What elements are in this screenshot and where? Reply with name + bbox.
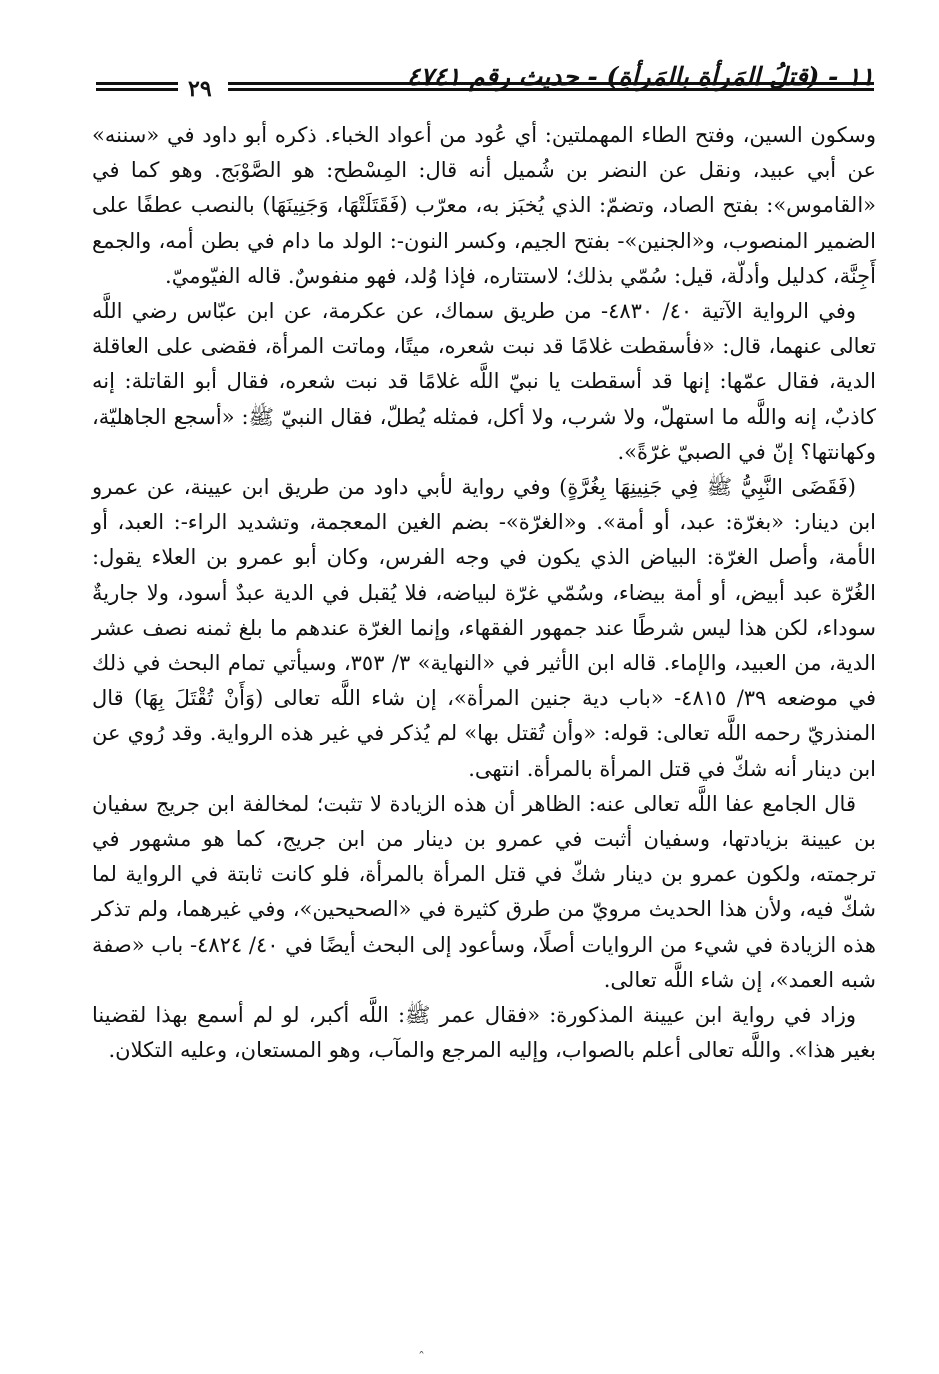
header-rule-left (96, 82, 178, 91)
paragraph-5: وزاد في رواية ابن عيينة المذكورة: «فقال عمر ﷺ: اللَّه أكبر، لو لم أسمع بهذا لقضينا بغير هذا». واللَّه تعالى أعلم بالصواب، وإليه المرجع والمآب، وهو المستعان، وعليه التكلان. (92, 1003, 876, 1063)
footer-mark: ˆ (418, 1350, 425, 1366)
paragraph-2: وفي الرواية الآتية ٤٠/ ٤٨٣٠- من طريق سماك، عن عكرمة، عن ابن عبّاس رضي اللَّه تعالى عنهما، قال: «فأسقطت غلامًا قد نبت شعره، ميتًا، وماتت المرأة، فقضى على العاقلة الدية، فقال عمّها: إنها قد أسقطت يا نبيّ اللَّه غلامًا قد نبت شعره، فقال أبو القاتلة: إنه كاذبٌ، إنه واللَّه ما استهلّ، ولا شرب، ولا أكل، فمثله يُطلّ، فقال النبيّ ﷺ: «أسجع الجاهليّة، وكهانتها؟ إنّ في الصبيّ غرّةً». (92, 299, 876, 464)
header-title: ١١ - (قتلُ المَرأةِ بالمَرأةِ) - حديث رقم ٤٧٤١ (406, 62, 874, 91)
paragraph-4: قال الجامع عفا اللَّه تعالى عنه: الظاهر أن هذه الزيادة لا تثبت؛ لمخالفة ابن جريج سفيان بن عيينة بزيادتها، وسفيان أثبت في عمرو بن دينار من ابن جريج، كما هو مشهور في ترجمته، ولكون عمرو بن دينار شكّ في قتل المرأة بالمرأة، فلو كانت ثابتة في الرواية لما شكّ فيه، ولأن هذا الحديث مرويّ من طرق كثيرة في «الصحيحين»، وفي غيرهما، ولم تذكر هذه الزيادة في شيء من الروايات أصلًا، وسأعود إلى البحث أيضًا في ٤٠/ ٤٨٢٤- باب «صفة شبه العمد»، إن شاء اللَّه تعالى. (92, 791, 876, 992)
paragraph-1: وسكون السين، وفتح الطاء المهملتين: أي عُود من أعواد الخباء. ذكره أبو داود في «سننه» عن أبي عبيد، ونقل عن النضر بن شُميل أنه قال: المِسْطح: هو الصَّوْبَج. وهو كما في «القاموس»: بفتح الصاد، وتضمّ: الذي يُخبَز به، معرّب (فَقَتَلَتْهَا، وَجَنِينَهَا) بالنصب عطفًا على الضمير المنصوب، و«الجنين»- بفتح الجيم، وكسر النون-: الولد ما دام في بطن أمه، والجمع أَجِنَّة، كدليل وأدلّة، قيل: سُمّي بذلك؛ لاستتاره، فإذا وُلد، فهو منفوسٌ. قاله الفيّوميّ. (92, 123, 876, 288)
page-header (96, 62, 874, 102)
page-number: ٢٩ (188, 76, 212, 102)
paragraph-3: (فَقَضَى النَّبِيُّ ﷺ فِي جَنِينِهَا بِغُرَّةٍ) وفي رواية لأبي داود من طريق ابن عيينة، عن عمرو ابن دينار: «بغرّة: عبد، أو أمة». و«الغرّة»- بضم الغين المعجمة، وتشديد الراء-: العبد، أو الأمة، وأصل الغرّة: البياض الذي يكون في وجه الفرس، وكان أبو عمرو بن العلاء يقول: الغُرّة عبد أبيض، أو أمة بيضاء، وسُمّي غرّة لبياضه، فلا يُقبل في الدية عبدٌ أسود، ولا جاريةٌ سوداء، لكن هذا ليس شرطًا عند جمهور الفقهاء، وإنما الغرّة عندهم ما بلغ ثمنه نصف عشر الدية، من العبيد، والإماء. قاله ابن الأثير في «النهاية» ٣/ ٣٥٣، وسيأتي تمام البحث في ذلك في موضعه ٣٩/ ٤٨١٥- «باب دية جنين المرأة»، إن شاء اللَّه تعالى (وَأَنْ تُقْتَلَ بِهَا) قال المنذريّ رحمه اللَّه تعالى: قوله: «وأن تُقتل بها» لم يُذكر في غير هذه الرواية. وقد رُوي عن ابن دينار أنه شكّ في قتل المرأة بالمرأة. انتهى. (92, 475, 876, 781)
header-rule-right (228, 82, 874, 91)
page-body (92, 118, 876, 1068)
